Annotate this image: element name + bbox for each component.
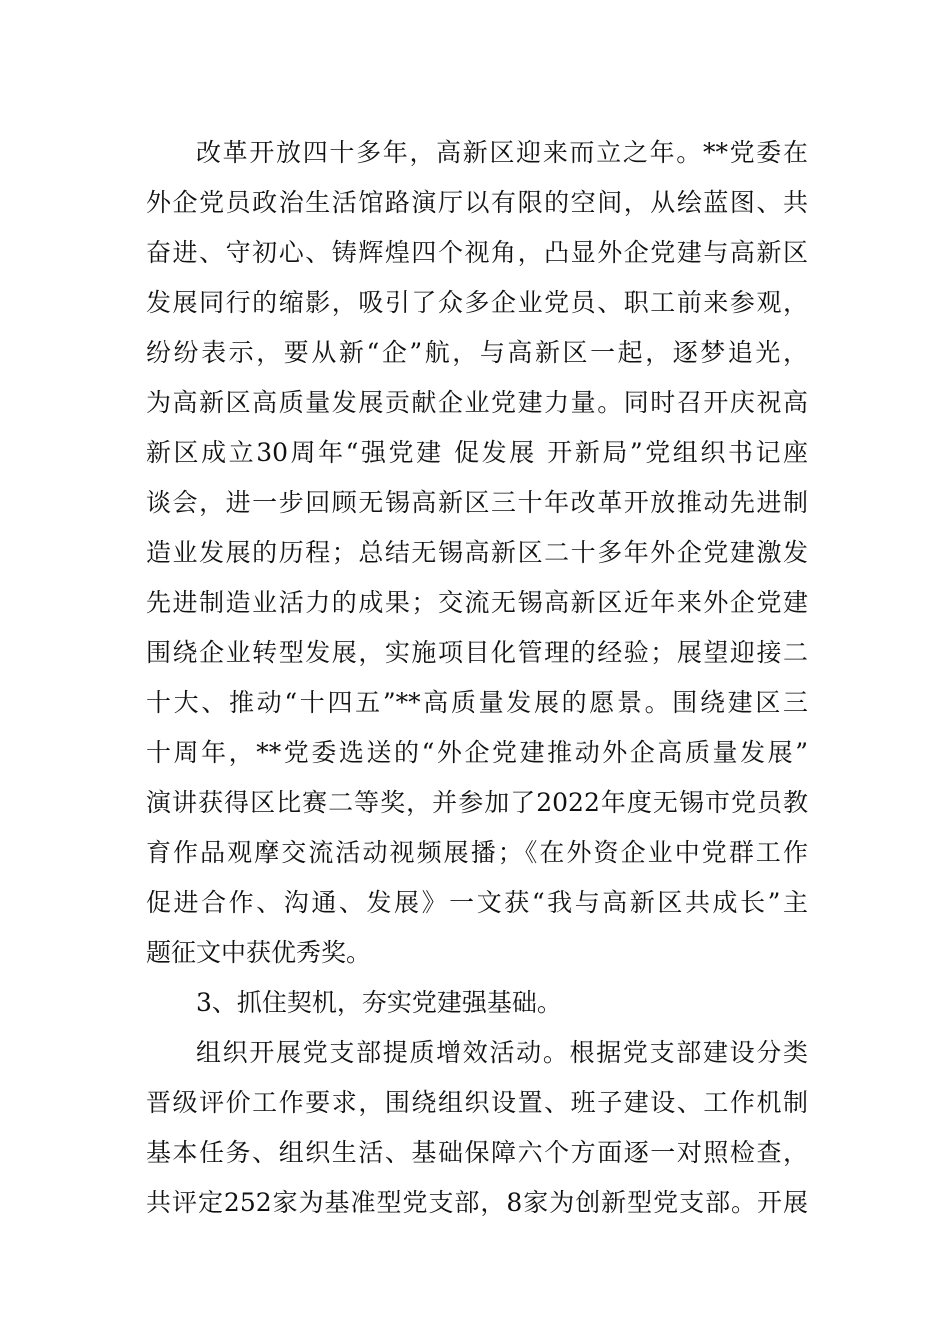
paragraph-1-line-13: 十周年，**党委选送的“外企党建推动外企高质量发展”: [146, 738, 808, 767]
paragraph-1-line-1: 改革开放四十多年，高新区迎来而立之年。**党委在: [196, 138, 808, 167]
paragraph-1-line-6: 为高新区高质量发展贡献企业党建力量。同时召开庆祝高: [146, 388, 808, 417]
section-heading: 3、抓住契机，夯实党建强基础。: [196, 988, 562, 1017]
paragraph-1-line-3: 奋进、守初心、铸辉煌四个视角，凸显外企党建与高新区: [146, 238, 808, 267]
paragraph-1-line-17: 题征文中获优秀奖。: [146, 938, 372, 967]
paragraph-1-line-7: 新区成立30周年“强党建 促发展 开新局”党组织书记座: [146, 438, 808, 467]
paragraph-1-line-16: 促进合作、沟通、发展》一文获“我与高新区共成长”主: [146, 888, 808, 917]
paragraph-1-line-12: 十大、推动“十四五”**高质量发展的愿景。围绕建区三: [146, 688, 808, 717]
paragraph-1-line-2: 外企党员政治生活馆路演厅以有限的空间，从绘蓝图、共: [146, 188, 808, 217]
paragraph-2-line-1: 组织开展党支部提质增效活动。根据党支部建设分类: [196, 1038, 808, 1067]
paragraph-2-line-3: 基本任务、组织生活、基础保障六个方面逐一对照检查，: [146, 1138, 808, 1167]
paragraph-2-line-2: 晋级评价工作要求，围绕组织设置、班子建设、工作机制: [146, 1088, 808, 1117]
paragraph-1-line-5: 纷纷表示，要从新“企”航，与高新区一起，逐梦追光，: [146, 338, 808, 367]
paragraph-2-line-4: 共评定252家为基准型党支部，8家为创新型党支部。开展: [146, 1188, 808, 1217]
paragraph-1-line-14: 演讲获得区比赛二等奖，并参加了2022年度无锡市党员教: [146, 788, 808, 817]
body-text: [146, 128, 808, 1228]
paragraph-1-line-4: 发展同行的缩影，吸引了众多企业党员、职工前来参观，: [146, 288, 808, 317]
paragraph-1-line-9: 造业发展的历程；总结无锡高新区二十多年外企党建激发: [146, 538, 808, 567]
paragraph-1-line-10: 先进制造业活力的成果；交流无锡高新区近年来外企党建: [146, 588, 808, 617]
paragraph-1-line-8: 谈会，进一步回顾无锡高新区三十年改革开放推动先进制: [146, 488, 808, 517]
paragraph-1-line-11: 围绕企业转型发展，实施项目化管理的经验；展望迎接二: [146, 638, 808, 667]
paragraph-1-line-15: 育作品观摩交流活动视频展播；《在外资企业中党群工作: [146, 838, 808, 867]
